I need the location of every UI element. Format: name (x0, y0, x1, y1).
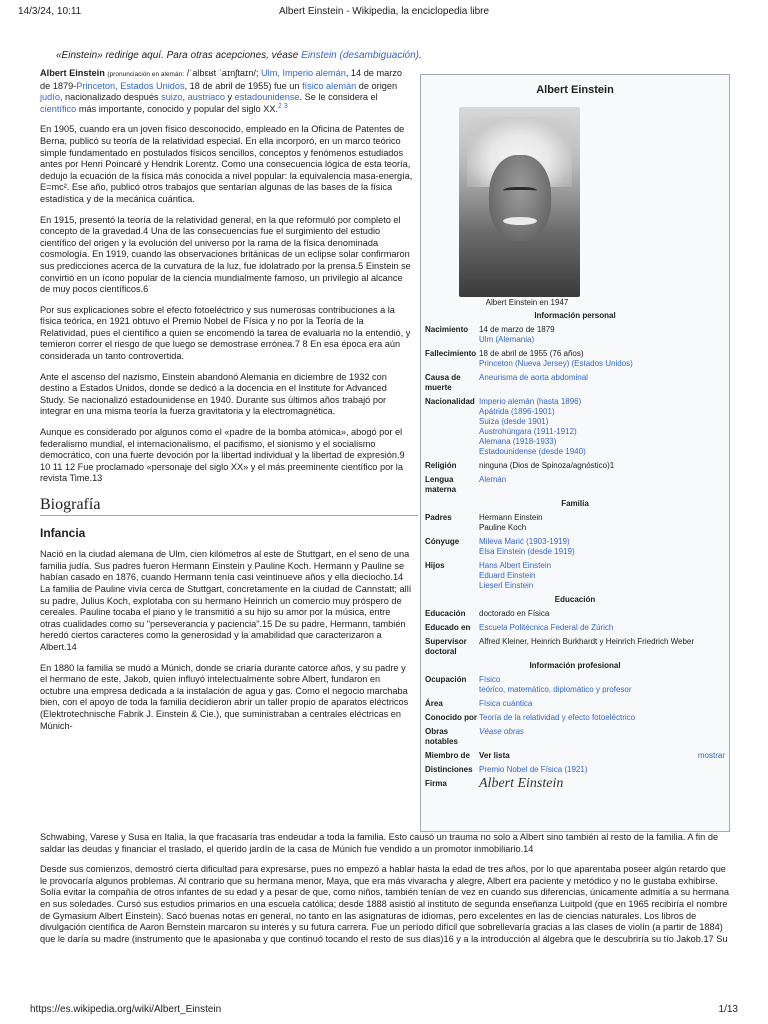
paragraph-1915: En 1915, presentó la teoría de la relatividad general, en la que reformuló por completo el concepto de la gravedad.4 Una de las consecuencias fue el surgimiento del estudio científico del origen y la evolución del universo por la rama de la física denominada cosmología. En 1919, cuando las observaciones británicas de un eclipse solar confirmaron sus predicciones acerca de la curvatura de la luz, fue idolatrado por la prensa.5 Einstein se convirtió en un ícono popular de la ciencia mundialmente famoso, un privilegio al alcance de muy pocos científicos.6 (40, 214, 411, 295)
print-header (0, 0, 768, 22)
link-austrian[interactable]: austriaco (187, 92, 225, 103)
infobox-title: Albert Einstein (536, 84, 614, 96)
row-religion (425, 461, 725, 471)
row-key: Educado en (425, 623, 471, 632)
row-value: 14 de marzo de 1879 (479, 325, 555, 334)
row-link[interactable]: Aneurisma de aorta abdominal (479, 373, 588, 382)
hatnote-text: «Einstein» redirige aquí. Para otras acepciones, véase (56, 50, 299, 61)
row-lengua (425, 475, 725, 495)
link-swiss[interactable]: suizo (161, 92, 183, 103)
row-educacion (425, 609, 725, 619)
considered-text: . Se le considera el (299, 92, 378, 103)
row-educado-en (425, 623, 725, 633)
row-value: 18 de abril de 1955 (76 años) (479, 349, 584, 358)
row-link[interactable]: Escuela Politécnica Federal de Zúrich (479, 623, 614, 632)
row-link[interactable]: Austrohúngara (1911-1912) (479, 427, 577, 436)
section-family: Familia (561, 499, 589, 508)
paragraph-nobel: Por sus explicaciones sobre el efecto fotoeléctrico y sus numerosas contribuciones a la física teórica, en 1921 obtuvo el Premio Nobel de Física y no por la Teoría de la Relatividad, pues el científico a quien se encomendó la tarea de evaluarla no la entendió, y temieron correr el riesgo de que luego se demostrase errónea.7 8 En esa época era aún considerada un tanto controvertida. (40, 304, 411, 362)
row-link[interactable]: Princeton (Nueva Jersey) (Estados Unidos) (479, 359, 633, 368)
row-causa (425, 373, 725, 393)
lead-ref[interactable]: 2 3 (278, 102, 288, 110)
row-key: Miembro de (425, 751, 470, 760)
paragraph-childhood: Desde sus comienzos, demostró cierta dificultad para expresarse, pues no empezó a hablar hasta la edad de tres años, por lo que aparentaba poseer algún retardo que le provocaría algunos problemas. Al contrario que su hermana menor, Maya, que era más vivaracha y alegre, Albert era paciente y metódico y no le gustaba exhibirse. Solía evitar la compañía de otros infantes de su edad y a pesar de que, como niños, también tenían de vez en cuando sus diferencias, únicamente admitía a su hermana en sus soledades. Cursó sus estudios primarios en una escuela católica; desde 1888 asistió al instituto de segunda enseñanza Luitpold (que en 1965 recibiría el nombre de Gymasium Albert Einstein). Sacó buenas notas en general, no tanto en las asignaturas de idiomas, pero excelentes en las de ciencias naturales. Los libros de divulgación científica de Aaron Bernstein marcaron su interés y su futura carrera. Fue un período difícil que sobrellevaría gracias a las clases de violín (a partir de 1884) que le daría su madre (instrumento que le apasionaba y que continuó tocando el resto de sus días)16 y a la introducción al álgebra que le descubriría su tío Jakob.17 Su (40, 864, 729, 944)
link-scientist[interactable]: científico (40, 103, 77, 114)
section-education: Educación (554, 595, 596, 604)
row-ocupacion (425, 675, 725, 695)
row-key: Firma (425, 779, 447, 788)
link-jewish[interactable]: judío (40, 92, 60, 103)
portrait-photo (459, 107, 580, 297)
row-nacimiento (425, 325, 725, 345)
paragraph-bomb: Aunque es considerado por algunos como el «padre de la bomba atómica», abogó por el federalismo mundial, el internacionalismo, el pacifismo, el sionismo y el socialismo democrático, con una fuerte devoción por la libertad individual y la libertad de expresión.9 10 11 12 Fue proclamado «personaje del siglo XX» y el más preeminente científico por la revista Time.13 (40, 427, 405, 484)
row-link[interactable]: Mileva Marić (1903-1919) (479, 537, 570, 546)
row-key: Lengua materna (425, 475, 457, 494)
row-key: Supervisor doctoral (425, 637, 467, 656)
row-key: Hijos (425, 561, 445, 570)
row-firma (425, 776, 725, 791)
row-key: Nacimiento (425, 325, 469, 334)
row-conocido (425, 713, 725, 723)
row-link[interactable]: Hans Albert Einstein (479, 561, 552, 570)
birth-rest: 14 de marzo de 1879- (40, 68, 402, 91)
paragraph-nazism: Ante el ascenso del nazismo, Einstein abandonó Alemania en diciembre de 1932 con destino a Estados Unidos, donde se dedicó a la docencia en el Institute for Advanced Study. Se nacionalizó estadounidense en 1940. Durante sus últimos años trabajó por integrar en una misma teoría la fuerza gravitatoria y la electromagnética. (40, 371, 387, 417)
portrait-face (489, 155, 551, 241)
heading-biografia: Biografía (40, 499, 418, 516)
link-us[interactable]: estadounidense (234, 92, 300, 103)
show-toggle[interactable]: mostrar (697, 751, 725, 760)
row-link[interactable]: Elsa Einstein (desde 1919) (479, 547, 575, 556)
infobox-rows (425, 309, 725, 794)
row-nacionalidad (425, 397, 725, 457)
row-link[interactable]: Apátrida (1896-1901) (479, 407, 555, 416)
row-supervisor (425, 637, 725, 657)
row-key: Educación (425, 609, 466, 618)
row-hijos (425, 561, 725, 591)
row-key: Religión (425, 461, 457, 470)
print-footer (0, 1000, 768, 1024)
full-width-text (40, 832, 730, 954)
lead-paragraph: Albert Einstein (pronunciación en alemán: /ˈalbɛʁt ˈaɪnʃtaɪn/; Ulm, Imperio alemán, 14 de marzo de 1879-Princeton, Estados Unidos, 18 de abril de 1955) fue un físico alemán de origen judío, nacionalizado después suizo, austriaco y estadounidense. Se le considera el científico más importante, conocido y popular del siglo XX.$^{2 3}$ (40, 68, 402, 114)
paragraph-1905: En 1905, cuando era un joven físico desconocido, empleado en la Oficina de Patentes de Berna, publicó su teoría de la relatividad especial. En ella incorporó, en un marco teórico simple fundamentado en postulados físicos sencillos, conceptos y fenómenos estudiados antes por Henri Poincaré y Hendrik Lorentz. Como una consecuencia lógica de esta teoría, dedujo la ecuación de la física más conocida a nivel popular: la equivalencia masa-energía, E=mc². Ese año, publicó otros trabajos que sentarían algunas de las bases de la física estadística y de la mecánica cuántica. (40, 124, 413, 204)
section-professional: Información profesional (529, 661, 621, 670)
row-area (425, 699, 725, 709)
print-page: 1/13 (718, 1004, 738, 1015)
link-birth-place[interactable]: Ulm, Imperio alemán (261, 68, 346, 78)
portrait-eyes (503, 187, 537, 196)
row-distinciones (425, 765, 725, 775)
row-key: Obras notables (425, 727, 458, 746)
signature: Albert Einstein (479, 776, 564, 791)
death-rest: , 18 de abril de 1955) fue un (184, 80, 300, 91)
row-link[interactable]: Lieserl Einstein (479, 581, 534, 590)
row-link[interactable]: Alemana (1918-1933) (479, 437, 557, 446)
paragraph-infancia-1: Nació en la ciudad alemana de Ulm, cien kilómetros al este de Stuttgart, en el seno de una familia judía. Sus padres fueron Hermann Einstein y Pauline Koch. Hermann y Pauline se habían casado en 1876, cuando Hermann tenía casi veintinueve años y ella dieciocho.14 La familia de Pauline vivía cerca de Stuttgart, concretamente en la ciudad de Cannstatt; allí su padre, Julius Koch, explotaba con su hermano Heinrich un comercio muy próspero de cereales. Pauline tocaba el piano y le transmitió a su hijo su amor por la música, entre otras cualidades como su "perseverancia y paciencia".15 De su padre, Hermann, también heredó ciertos caracteres como la generosidad y la amabilidad que caracterizaron a Albert.14 (40, 549, 412, 652)
row-key: Padres (425, 513, 452, 522)
row-padres (425, 513, 725, 533)
row-link[interactable]: Suiza (desde 1901) (479, 417, 549, 426)
row-link[interactable]: Físico (479, 675, 501, 684)
row-link[interactable]: Alemán (479, 475, 507, 484)
heading-infancia: Infancia (40, 525, 86, 540)
row-link[interactable]: Premio Nobel de Física (1921) (479, 765, 588, 774)
link-death-place[interactable]: Princeton, Estados Unidos (76, 80, 185, 91)
article-body (40, 68, 413, 741)
lead-name: Albert Einstein (40, 68, 105, 78)
row-conyuge (425, 537, 725, 557)
photo-caption: Albert Einstein en 1947 (485, 298, 569, 307)
portrait-moustache (503, 217, 537, 225)
row-key: Fallecimiento (425, 349, 477, 358)
row-link[interactable]: teórico, matemático, diplomático y profesor (479, 685, 632, 694)
row-link[interactable]: Eduard Einstein (479, 571, 536, 580)
section-personal: Información personal (534, 311, 616, 320)
row-key: Área (425, 699, 443, 708)
row-value: Hermann Einstein (479, 513, 543, 522)
row-key: Ocupación (425, 675, 467, 684)
row-link[interactable]: Estadounidense (desde 1940) (479, 447, 586, 456)
print-title: Albert Einstein - Wikipedia, la enciclopedia libre (278, 6, 490, 17)
row-link[interactable]: Véase obras (479, 727, 524, 736)
row-key: Distinciones (425, 765, 473, 774)
print-url: https://es.wikipedia.org/wiki/Albert_Einstein (30, 1004, 222, 1015)
paragraph-schwabing: Schwabing, Varese y Susa en Italia, la que fracasaría tras endeudar a toda la familia. Esto causó un trauma no solo a Albert sino también al resto de la familia. A fin de saldar las deudas y financiar el traslado, el querido jardín de la casa de Múnich fue vendido a un promotor inmobiliario.14 (40, 832, 719, 854)
row-value: ninguna (Dios de Spinoza/agnóstico)1 (479, 461, 615, 470)
row-value: doctorado en Física (479, 609, 550, 618)
pron-label: (pronunciación en alemán: (107, 71, 185, 78)
row-value: Pauline Koch (479, 523, 527, 532)
origin-text: de origen (358, 80, 398, 91)
row-fallecimiento (425, 349, 725, 369)
row-link[interactable]: Teoría de la relatividad y efecto fotoeléctrico (479, 713, 636, 722)
row-key: Cónyuge (425, 537, 460, 546)
print-datetime: 14/3/24, 10:11 (18, 6, 82, 17)
hatnote-end: . (419, 50, 422, 61)
paragraph-infancia-2: En 1880 la familia se mudó a Múnich, donde se criaría durante catorce años, y su padre y el hermano de este, Jakob, quien influyó intelectualmente sobre Albert, fundaron en octubre una empresa dedicada a la instalación de agua y gas. Como el negocio marchaba bien, con el apoyo de toda la familia decidieron abrir un taller propio de aparatos eléctricos (Elektrotechnische Fabrik J. Einstein & Cie.), que suministraban a centrales eléctricas en Múnich- (40, 662, 409, 731)
row-link[interactable]: Física cuántica (479, 699, 533, 708)
link-physicist[interactable]: físico alemán (302, 80, 357, 91)
row-key: Causa de muerte (425, 373, 461, 392)
row-value: Ver lista (479, 751, 510, 760)
hatnote (56, 50, 422, 61)
considered-end: más importante, conocido y popular del siglo XX. (78, 103, 278, 114)
row-miembro (425, 751, 725, 761)
hatnote-link[interactable]: Einstein (desambiguación) (301, 50, 419, 61)
row-obras (425, 727, 725, 747)
infobox (420, 74, 730, 832)
ipa: /ˈalbɛʁt ˈaɪnʃtaɪn/ (186, 68, 256, 78)
row-key: Conocido por (425, 713, 477, 722)
and-text: y (227, 92, 233, 103)
row-key: Nacionalidad (425, 397, 475, 406)
row-value: Alfred Kleiner, Heinrich Burkhardt y Heinrich Friedrich Weber (479, 637, 695, 646)
naturalized-text: , nacionalizado después (59, 92, 159, 103)
row-link[interactable]: Imperio alemán (hasta 1896) (479, 397, 582, 406)
row-link[interactable]: Ulm (Alemania) (479, 335, 535, 344)
